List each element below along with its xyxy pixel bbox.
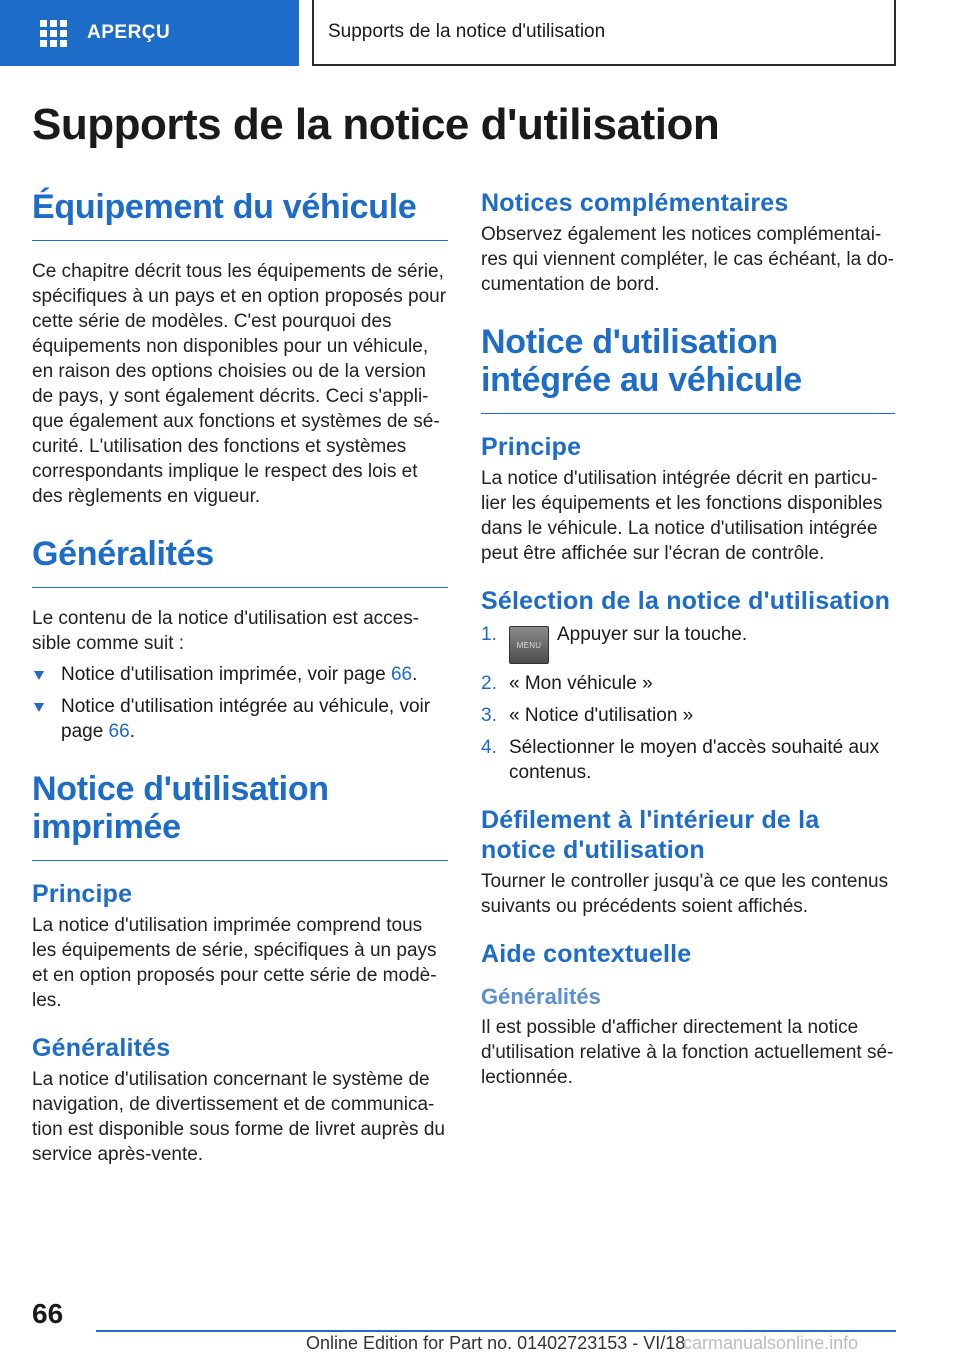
printed-general-text: La notice d'utilisation concernant le système de navigation, de divertissement et de communica-tion est disponible sous forme de livret auprès du service après-vente. <box>32 1069 445 1165</box>
list-item-text: Notice d'utilisation imprimée, voir page <box>61 664 391 685</box>
list-item-suffix: . <box>129 721 135 742</box>
overview-tab[interactable] <box>0 0 299 66</box>
list-item <box>32 694 448 744</box>
page-reference-link[interactable]: 66 <box>390 664 413 685</box>
subheading-principle: Principe <box>481 433 582 461</box>
right-column <box>481 188 895 1090</box>
access-list <box>32 662 448 744</box>
step-number: 1. <box>481 624 497 645</box>
section-heading-integrated-manual: Notice d'utilisation intégrée au véhicule <box>481 323 895 414</box>
subheading-principle: Principe <box>32 880 133 908</box>
step-text: Sélectionner le moyen d'accès souhaité aux contenus. <box>509 737 880 783</box>
section-heading-general: Généralités <box>32 535 448 588</box>
general-text: Le contenu de la notice d'utilisation est acces-sible comme suit : <box>32 608 420 654</box>
step-text: Appuyer sur la touche. <box>557 624 748 645</box>
step-item <box>481 735 895 785</box>
step-item <box>481 703 895 728</box>
subheading-selection: Sélection de la notice d'utilisation <box>481 587 891 615</box>
section-heading-vehicle-equipment: Équipement du véhicule <box>32 188 448 241</box>
subheading-context-help: Aide contextuelle <box>481 940 692 968</box>
printed-principle-text: La notice d'utilisation imprimée comprend tous les équipements de série, spécifiques à un pays et en option proposés pour cette série de modè-les. <box>32 915 437 1011</box>
integrated-principle-text: La notice d'utilisation intégrée décrit en particu-lier les équipements et les fonctions disponibles dans le véhicule. La notice d'utilisation intégrée peut être affichée sur l'écran de contrôle. <box>481 468 883 564</box>
footer-edition-text: Online Edition for Part no. 01402723153 - VI/18 <box>306 1333 686 1353</box>
step-number: 3. <box>481 705 497 726</box>
triangle-bullet-icon <box>34 671 44 680</box>
step-item <box>481 622 895 664</box>
grid-menu-icon <box>40 20 67 47</box>
step-number: 4. <box>481 737 497 758</box>
vehicle-equipment-text: Ce chapitre décrit tous les équipements de série, spécifiques à un pays et en option proposés pour cette série de modèles. C'est pourquoi des équipements non disponibles pour un véhicule, en raison des options choisies ou de la version de pays, y sont également décrits. Ceci s'appli-que également aux fonctions et systèmes de sé-curité. L'utilisation des fonctions et systèmes correspondants implique le respect des lois et des règlements en vigueur. <box>32 261 447 507</box>
step-item <box>481 671 895 696</box>
context-help-text: Il est possible d'afficher directement la notice d'utilisation relative à la fonction actuellement sé-lectionnée. <box>481 1017 894 1088</box>
footer-divider <box>96 1330 896 1332</box>
subheading-general: Généralités <box>32 1034 171 1062</box>
menu-button-icon: MENU <box>509 626 549 664</box>
page-reference-link[interactable]: 66 <box>108 721 130 742</box>
subheading-scrolling: Défilement à l'intérieur de la notice d'utilisation <box>481 806 820 864</box>
list-item <box>32 662 448 687</box>
list-item-suffix: . <box>412 664 418 685</box>
header-chapter-title: Supports de la notice d'utilisation <box>312 0 896 66</box>
page-title: Supports de la notice d'utilisation <box>32 100 720 149</box>
subheading-supplementary-manuals: Notices complémentaires <box>481 189 789 217</box>
triangle-bullet-icon <box>34 703 44 712</box>
page-number: 66 <box>32 1298 64 1329</box>
section-heading-printed-manual: Notice d'utilisation imprimée <box>32 770 448 861</box>
subheading-context-help-general: Généralités <box>481 984 601 1009</box>
list-item-text: Notice d'utilisation intégrée au véhicule, voir page <box>61 696 431 742</box>
overview-tab-label: APERÇU <box>87 22 171 43</box>
left-column <box>32 188 448 1167</box>
supplementary-manuals-text: Observez également les notices complémentai-res qui viennent compléter, le cas échéant, la do-cumentation de bord. <box>481 224 894 295</box>
selection-steps <box>481 622 895 785</box>
watermark: carmanualsonline.info <box>683 1333 859 1353</box>
step-text: « Notice d'utilisation » <box>509 705 694 726</box>
step-number: 2. <box>481 673 497 694</box>
step-text: « Mon véhicule » <box>509 673 653 694</box>
scrolling-text: Tourner le controller jusqu'à ce que les contenus suivants ou précédents soient affichés. <box>481 871 889 917</box>
